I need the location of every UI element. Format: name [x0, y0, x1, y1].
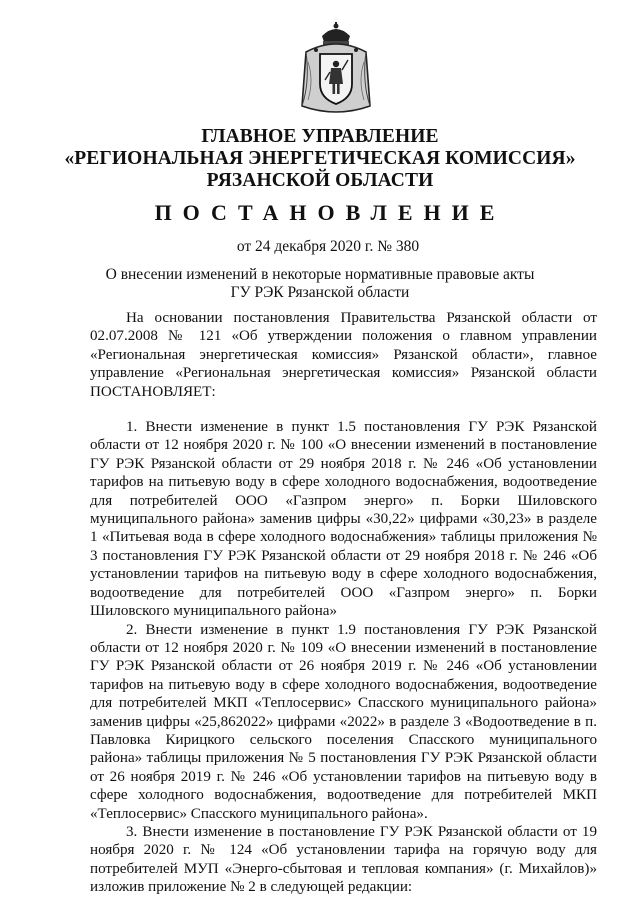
- document-date-number: от 24 декабря 2020 г. № 380: [236, 238, 420, 255]
- document-subject-line-2: ГУ РЭК Рязанской области: [230, 284, 410, 301]
- document-subject-line-1: О внесении изменений в некоторые нормативные правовые акты: [105, 266, 535, 283]
- document-subject: [40, 266, 600, 302]
- clause-2-paragraph: 2. Внести изменение в пункт 1.9 постановления ГУ РЭК Рязанской области от 12 ноября 2020 г. № 109 «О внесении изменений в постановление ГУ РЭК Рязанской области от 26 ноября 2019 г. № 246 «Об установлении тарифов на питьевую воду в сфере холодного водоснабжения, водоотведение для потребителей МКП «Теплосервис» Спасского муниципального района» заменив цифры «25,862022» цифрами «2022» в разделе 3 «Водоотведение в п. Павловка Кирицкого сельского поселения Спасского муниципального района» таблицы приложения № 5 постановления ГУ РЭК Рязанской области от 26 ноября 2019 г. № 246 «Об установлении тарифов на питьевую воду в сфере холодного водоснабжения, водоотведение для потребителей МКП «Теплосервис» Спасского муниципального района».: [90, 621, 597, 822]
- organization-name-line-3: РЯЗАНСКОЙ ОБЛАСТИ: [206, 170, 434, 191]
- preamble-paragraph: На основании постановления Правительства Рязанской области от 02.07.2008 № 121 «Об утверждении положения о главном управлении «Региональная энергетическая комиссия» Рязанской области», главное управление «Региональная энергетическая комиссия» Рязанской области ПОСТАНОВЛЯЕТ:: [90, 310, 597, 400]
- clause-1-paragraph: 1. Внести изменение в пункт 1.5 постановления ГУ РЭК Рязанской области от 12 ноября 2020 г. № 100 «О внесении изменений в постановление ГУ РЭК Рязанской области от 29 ноября 2018 г. № 246 «Об установлении тарифов на питьевую воду в сфере холодного водоснабжения, водоотведение для потребителей ООО «Газпром энерго» п. Борки Шиловского муниципального района» заменив цифры «30,22» цифрами «30,23» в разделе 1 «Питьевая вода в сфере холодного водоснабжения» таблицы приложения № 3 постановления ГУ РЭК Рязанской области от 29 ноября 2018 г. № 246 «Об установлении тарифов на питьевую воду в сфере холодного водоснабжения, водоотведение для потребителей ООО «Газпром энерго» п. Борки Шиловского муниципального района»: [90, 419, 597, 620]
- organization-name-line-1: ГЛАВНОЕ УПРАВЛЕНИЕ: [201, 126, 439, 147]
- document-type-title: ПОСТАНОВЛЕНИЕ: [154, 200, 506, 225]
- document-body: [90, 309, 597, 897]
- organization-name-line-2: «РЕГИОНАЛЬНАЯ ЭНЕРГЕТИЧЕСКАЯ КОМИССИЯ»: [64, 148, 576, 169]
- clause-3-paragraph: 3. Внести изменение в постановление ГУ РЭК Рязанской области от 19 ноября 2020 г. № 124 «Об установлении тарифа на горячую воду для потребителей МУП «Энерго-сбытовая и тепловая компания» (г. Михайлов)» изложив приложение № 2 в следующей редакции:: [90, 823, 597, 896]
- coat-of-arms-icon: [296, 22, 376, 118]
- organization-name: [40, 126, 600, 192]
